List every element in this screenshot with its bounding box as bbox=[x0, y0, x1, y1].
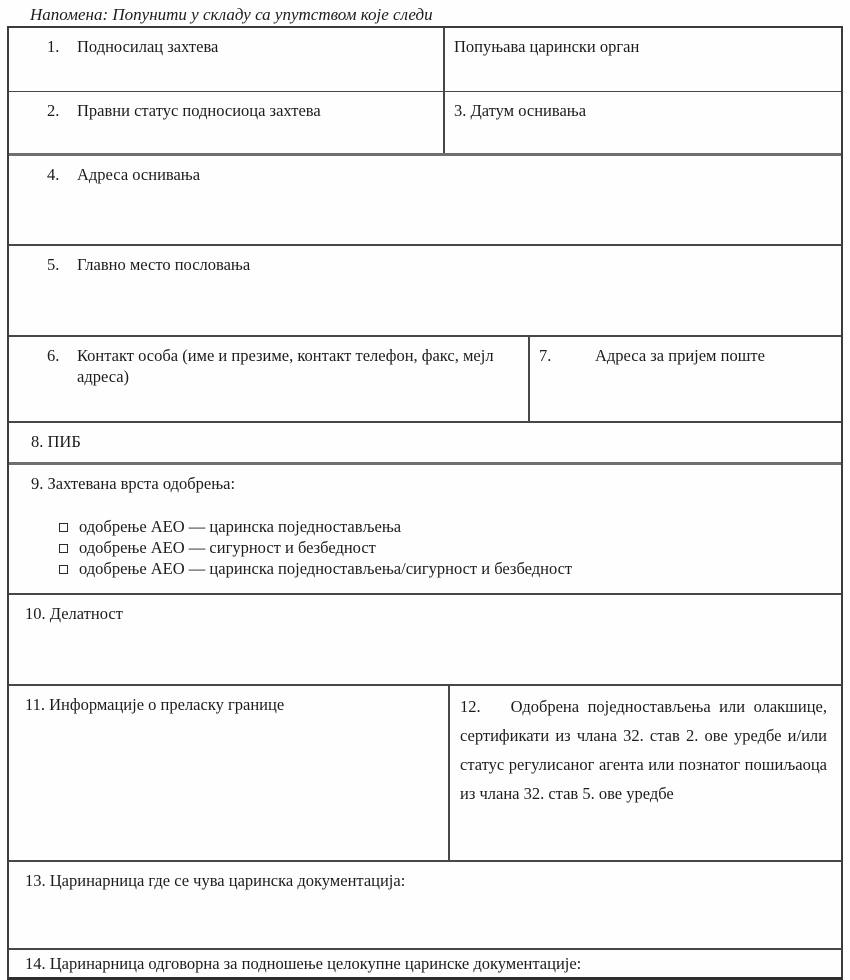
field-13-number: 13. bbox=[25, 870, 46, 890]
row-2-3 bbox=[9, 92, 841, 157]
row-11-12 bbox=[9, 686, 841, 862]
field-14-number: 14. bbox=[25, 954, 46, 974]
field-11-label: Информације о преласку границе bbox=[49, 694, 285, 714]
option-label: одобрење АЕО — сигурност и безбедност bbox=[79, 538, 376, 558]
field-13-label: Царинарница где се чува царинска документација: bbox=[49, 870, 406, 890]
field-2-number: 2. bbox=[47, 100, 60, 120]
aeo-application-form-table bbox=[7, 26, 843, 980]
field-12-simplifications-cell bbox=[450, 686, 841, 860]
field-3-label: Датум оснивања bbox=[470, 100, 587, 120]
field-6-label: Контакт особа (име и презиме, контакт телефон, факс, мејл адреса) bbox=[77, 346, 494, 387]
field-9-number: 9. bbox=[31, 474, 44, 494]
field-10-activity-cell bbox=[9, 595, 841, 683]
field-9-label: Захтевана врста одобрења: bbox=[47, 474, 236, 494]
row-13 bbox=[9, 862, 841, 950]
field-12-label: Одобрена поједностављења или олакшице, сертификати из члана 32. став 2. ове уредбе и/или статус регулисаног агента или познатог пошиљаоца из члана 32. став 5. ове уредбе bbox=[460, 696, 827, 803]
field-4-founding-address-cell bbox=[9, 156, 841, 243]
row-9 bbox=[9, 465, 841, 595]
field-9-authorisation-type-cell bbox=[9, 465, 841, 593]
field-3-number: 3. bbox=[454, 100, 467, 120]
field-7-number: 7. bbox=[539, 346, 552, 366]
checkbox-icon[interactable] bbox=[59, 544, 68, 553]
field-12-number: 12. bbox=[460, 696, 481, 716]
option-aeo-security-safety[interactable] bbox=[59, 537, 831, 558]
field-14-customs-office-submission-cell bbox=[9, 950, 841, 977]
option-aeo-customs-simplifications[interactable] bbox=[59, 516, 831, 537]
field-4-number: 4. bbox=[47, 165, 60, 185]
row-5 bbox=[9, 246, 841, 337]
field-7-label: Адреса за пријем поште bbox=[595, 346, 765, 366]
note-text: Напомена: Попунити у складу са упутством које следи bbox=[30, 5, 433, 24]
row-8 bbox=[9, 423, 841, 466]
row-10 bbox=[9, 595, 841, 685]
field-11-number: 11. bbox=[25, 694, 46, 714]
row-14 bbox=[9, 950, 841, 977]
field-8-pib-cell bbox=[9, 423, 841, 463]
field-6-number: 6. bbox=[47, 346, 60, 366]
checkbox-icon[interactable] bbox=[59, 565, 68, 574]
field-2-label: Правни статус подносиоца захтева bbox=[77, 100, 321, 120]
field-1-label: Подносилац захтева bbox=[77, 37, 219, 56]
field-9-heading bbox=[31, 473, 831, 494]
field-10-number: 10. bbox=[25, 604, 46, 624]
field-7-mail-address-cell bbox=[530, 337, 841, 420]
checkbox-icon[interactable] bbox=[59, 523, 68, 532]
field-13-customs-office-storage-cell bbox=[9, 862, 841, 948]
authorisation-options bbox=[59, 516, 831, 579]
field-8-number: 8. bbox=[31, 431, 44, 451]
field-5-main-place-cell bbox=[9, 246, 841, 335]
field-6-contact-person-cell bbox=[9, 337, 530, 420]
field-11-border-crossing-cell bbox=[9, 686, 450, 860]
field-5-number: 5. bbox=[47, 254, 60, 274]
option-label: одобрење АЕО — царинска поједностављења/сигурност и безбедност bbox=[79, 559, 573, 579]
option-label: одобрење АЕО — царинска поједностављења bbox=[79, 517, 402, 537]
field-3-founding-date-cell bbox=[445, 92, 841, 154]
field-14-label: Царинарница одговорна за подношење целокупне царинске документације: bbox=[49, 954, 582, 974]
customs-official-cell bbox=[445, 28, 841, 91]
field-4-label: Адреса оснивања bbox=[77, 165, 201, 185]
row-4 bbox=[9, 156, 841, 245]
field-8-label: ПИБ bbox=[47, 431, 81, 451]
field-2-legal-status-cell bbox=[9, 92, 445, 154]
field-1-applicant-cell bbox=[9, 28, 445, 91]
field-10-label: Делатност bbox=[49, 604, 123, 624]
field-5-label: Главно место пословања bbox=[77, 254, 251, 274]
option-aeo-combined[interactable] bbox=[59, 558, 831, 579]
field-1-number: 1. bbox=[47, 37, 60, 56]
row-6-7 bbox=[9, 337, 841, 422]
row-1 bbox=[9, 28, 841, 92]
customs-official-label: Попуњава царински орган bbox=[454, 37, 640, 56]
